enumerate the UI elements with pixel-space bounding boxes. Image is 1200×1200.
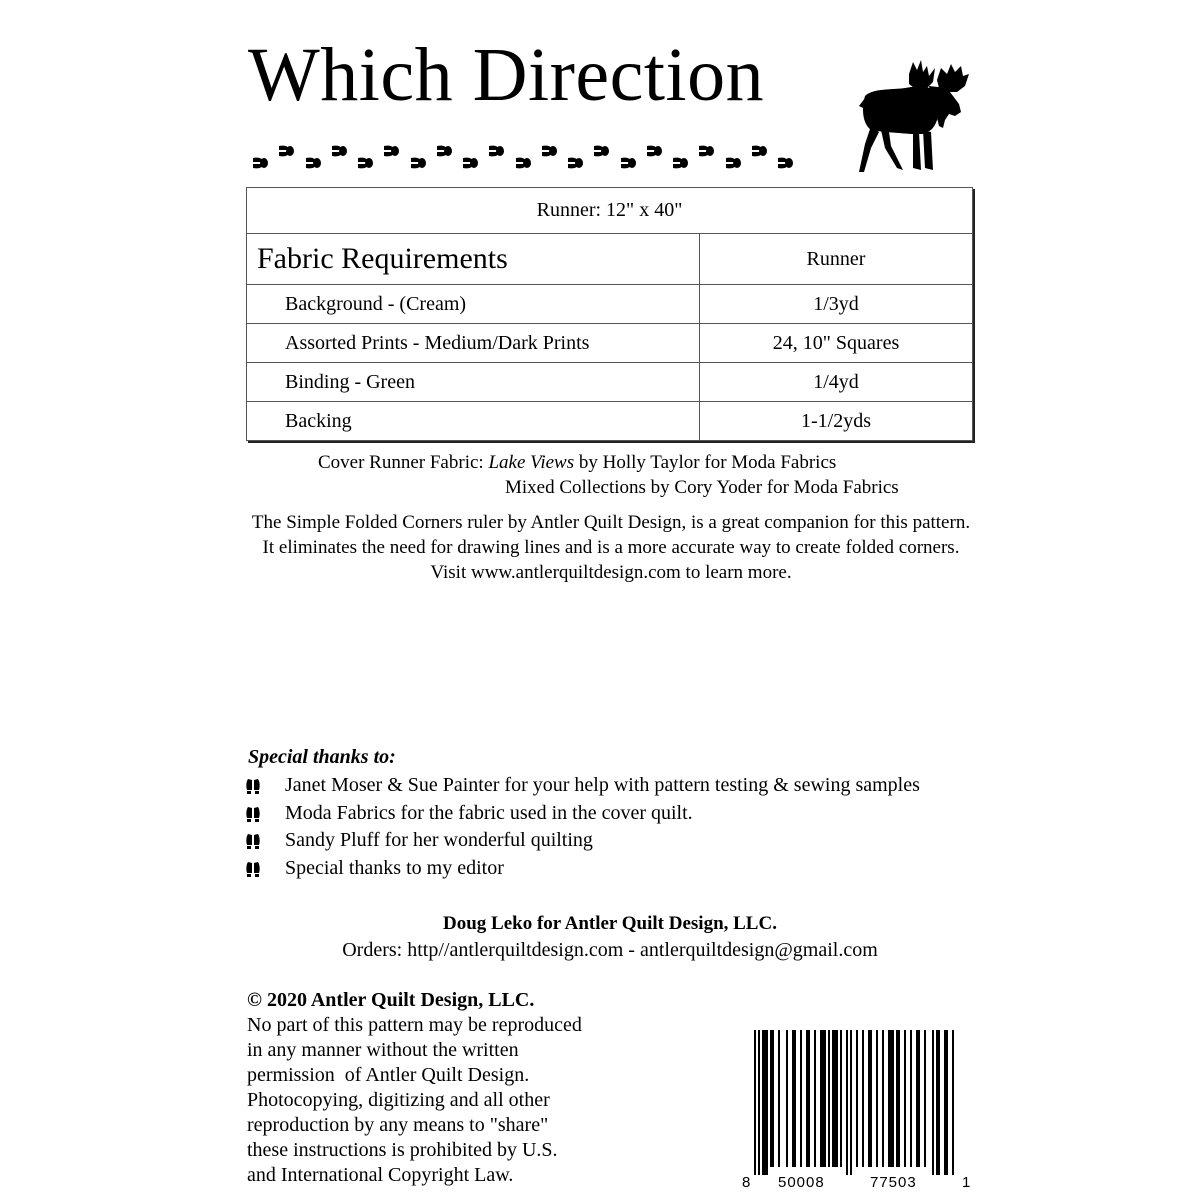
cover-fabric-collection: Lake Views xyxy=(488,452,575,473)
copyright-line: in any manner without the written xyxy=(247,1039,519,1061)
cover-fabric-suffix: by Holly Taylor for Moda Fabrics xyxy=(574,452,837,473)
thanks-text: Special thanks to my editor xyxy=(285,856,504,879)
fabric-requirements-heading: Fabric Requirements xyxy=(247,234,700,285)
table-row xyxy=(247,363,973,402)
barcode-bars xyxy=(742,1030,974,1175)
page-title: Which Direction xyxy=(248,33,765,117)
thanks-text: Sandy Pluff for her wonderful quilting xyxy=(285,829,593,851)
copyright-line: reproduction by any means to "share" xyxy=(247,1114,549,1136)
barcode-group-left: 50008 xyxy=(778,1174,825,1191)
hoofprint-icon xyxy=(305,157,323,169)
hoofprint-icon xyxy=(246,833,260,849)
hoofprint-icon xyxy=(672,157,690,169)
fabric-item: Binding - Green xyxy=(247,363,700,402)
fabric-quantity: 1/3yd xyxy=(700,285,973,324)
special-thanks-heading: Special thanks to: xyxy=(248,746,396,768)
hoofprint-icon xyxy=(383,145,401,157)
hoofprint-icon xyxy=(462,157,480,169)
hoofprint-icon xyxy=(541,145,559,157)
hoofprint-icon xyxy=(515,157,533,169)
fabric-quantity: 1-1/2yds xyxy=(700,402,973,441)
list-item xyxy=(246,800,920,828)
fabric-item: Assorted Prints - Medium/Dark Prints xyxy=(247,324,700,363)
list-item xyxy=(246,827,920,855)
table-header-row xyxy=(247,234,973,285)
upc-barcode xyxy=(742,1030,974,1192)
hoofprint-icon xyxy=(331,145,349,157)
thanks-text: Moda Fabrics for the fabric used in the cover quilt. xyxy=(285,801,693,824)
cover-fabric-line-2: Mixed Collections by Cory Yoder for Moda Fabrics xyxy=(505,477,899,498)
list-item xyxy=(246,772,920,800)
list-item xyxy=(246,855,920,883)
copyright-line: permission of Antler Quilt Design. xyxy=(247,1064,530,1086)
hoofprint-icon xyxy=(777,157,795,169)
barcode-digit-first: 8 xyxy=(742,1174,751,1191)
fabric-item: Backing xyxy=(247,402,700,441)
hoofprint-icon xyxy=(646,145,664,157)
table-size-row xyxy=(247,188,973,234)
barcode-digit-last: 1 xyxy=(962,1174,971,1191)
fabric-item: Background - (Cream) xyxy=(247,285,700,324)
fabric-requirements-table xyxy=(246,187,973,441)
table-row xyxy=(247,324,973,363)
hoofprint-icon xyxy=(488,145,506,157)
fabric-quantity: 1/4yd xyxy=(700,363,973,402)
runner-size-label: Runner: 12" x 40" xyxy=(247,188,973,234)
copyright-line: Photocopying, digitizing and all other xyxy=(247,1089,550,1111)
hoofprint-trail xyxy=(250,140,810,170)
copyright-line: and International Copyright Law. xyxy=(247,1164,514,1186)
table-row xyxy=(247,285,973,324)
hoofprint-icon xyxy=(698,145,716,157)
hoofprint-icon xyxy=(620,157,638,169)
thanks-text: Janet Moser & Sue Painter for your help with pattern testing & sewing samples xyxy=(285,774,920,796)
hoofprint-icon xyxy=(751,145,769,157)
hoofprint-icon xyxy=(593,145,611,157)
runner-column-heading: Runner xyxy=(700,234,973,285)
hoofprint-icon xyxy=(252,157,270,169)
ruler-note: The Simple Folded Corners ruler by Antler Quilt Design, is a great companion for this pattern. It eliminates the need for drawing lines and is a more accurate way to create folded corners. Visit www.antlerquiltdesign.com to learn more. xyxy=(251,512,971,583)
hoofprint-icon xyxy=(246,778,260,794)
orders-contact: Orders: http//antlerquiltdesign.com - antlerquiltdesign@gmail.com xyxy=(342,939,878,961)
copyright-title: © 2020 Antler Quilt Design, LLC. xyxy=(247,989,535,1011)
table-row xyxy=(247,402,973,441)
hoofprint-icon xyxy=(357,157,375,169)
copyright-block xyxy=(247,988,667,1188)
copyright-line: No part of this pattern may be reproduced xyxy=(247,1014,582,1036)
copyright-line: these instructions is prohibited by U.S. xyxy=(247,1139,558,1161)
special-thanks-list xyxy=(246,772,920,882)
designer-credit: Doug Leko for Antler Quilt Design, LLC. xyxy=(443,913,777,934)
barcode-group-right: 77503 xyxy=(870,1174,917,1191)
hoofprint-icon xyxy=(725,157,743,169)
moose-silhouette-icon xyxy=(851,60,973,175)
hoofprint-icon xyxy=(246,861,260,877)
cover-fabric-prefix: Cover Runner Fabric: xyxy=(318,452,489,473)
hoofprint-icon xyxy=(436,145,454,157)
hoofprint-icon xyxy=(410,157,428,169)
hoofprint-icon xyxy=(246,806,260,822)
cover-fabric-line xyxy=(318,450,836,475)
hoofprint-icon xyxy=(278,145,296,157)
hoofprint-icon xyxy=(567,157,585,169)
fabric-quantity: 24, 10" Squares xyxy=(700,324,973,363)
